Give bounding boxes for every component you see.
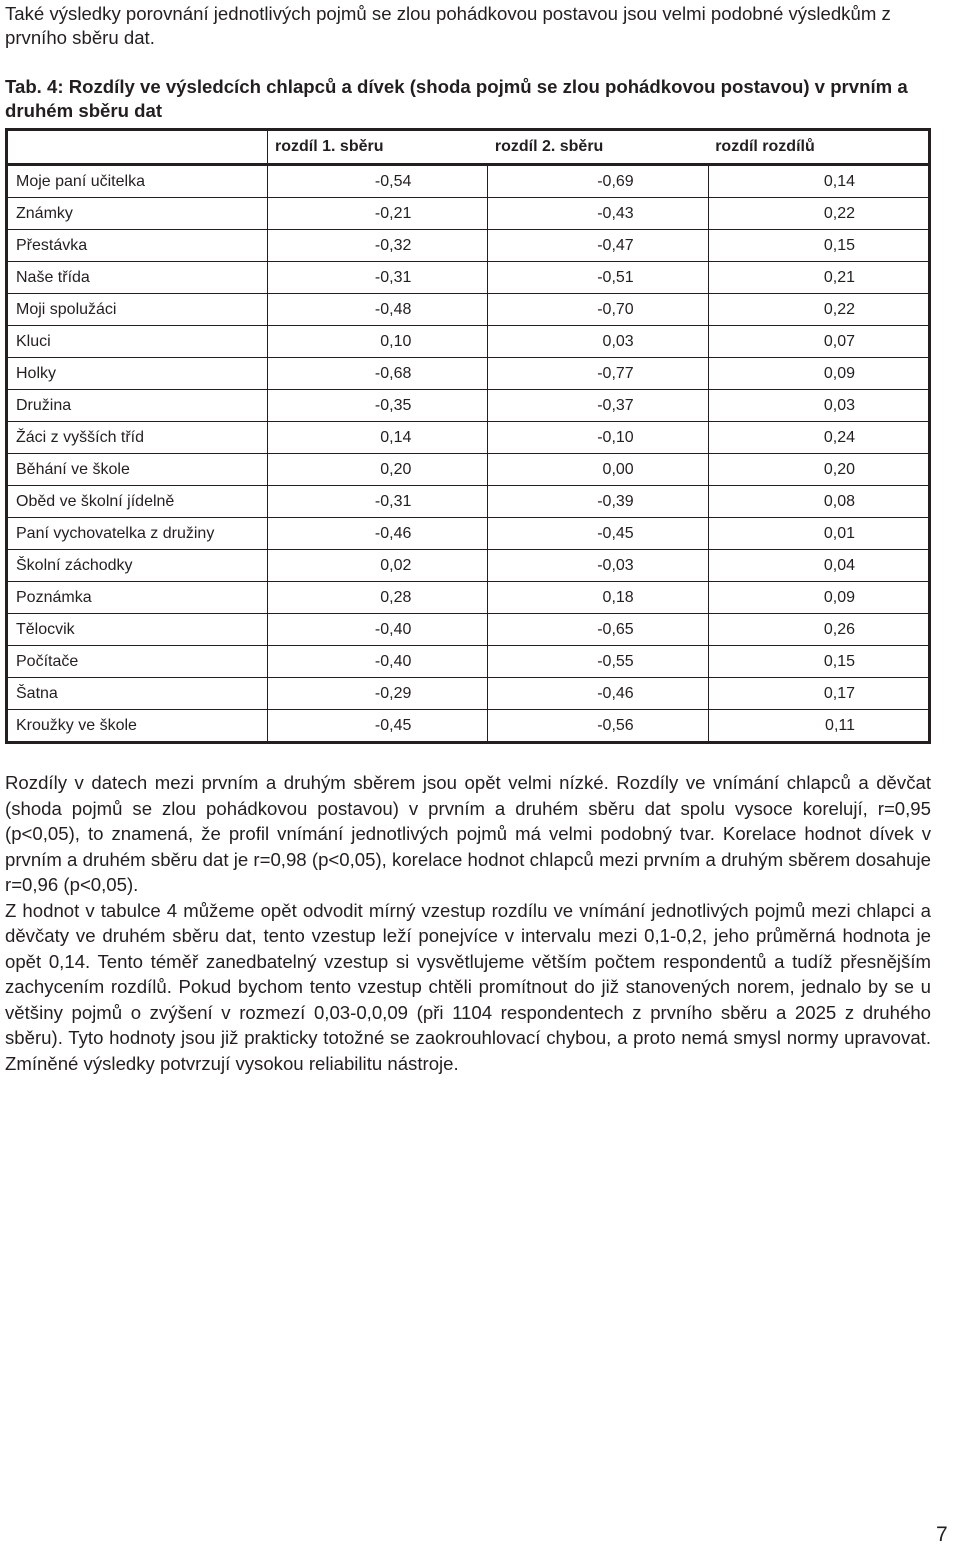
table-row xyxy=(7,710,930,743)
table-cell: -0,55 xyxy=(488,646,708,678)
table-cell: -0,70 xyxy=(488,294,708,326)
row-label: Moji spolužáci xyxy=(7,294,268,326)
table-row xyxy=(7,358,930,390)
row-label: Počítače xyxy=(7,646,268,678)
document-page xyxy=(5,0,931,1076)
table-cell: 0,14 xyxy=(823,172,855,190)
table-header-row xyxy=(7,130,930,165)
table-cell: -0,46 xyxy=(268,518,488,550)
table-cell: 0,03 xyxy=(488,326,708,358)
table-row xyxy=(7,326,930,358)
table-cell: 0,11 xyxy=(708,710,929,743)
row-label: Přestávka xyxy=(7,230,268,262)
row-label: Poznámka xyxy=(7,582,268,614)
results-table xyxy=(5,128,931,744)
table-cell: -0,37 xyxy=(488,390,708,422)
table-cell: 0,17 xyxy=(708,678,929,710)
table-cell: -0,31 xyxy=(268,486,488,518)
table-row xyxy=(7,294,930,326)
row-label: Tělocvik xyxy=(7,614,268,646)
table-cell: 0,07 xyxy=(708,326,929,358)
table-caption: Tab. 4: Rozdíly ve výsledcích chlapců a dívek (shoda pojmů se zlou pohádkovou postavou) v prvním a druhém sběru dat xyxy=(5,76,908,121)
table-cell: 0,03 xyxy=(708,390,929,422)
table-cell: -0,45 xyxy=(488,518,708,550)
table-cell: -0,03 xyxy=(488,550,708,582)
table-cell: -0,10 xyxy=(488,422,708,454)
table-cell: 0,04 xyxy=(708,550,929,582)
table-row xyxy=(7,582,930,614)
table-cell: 0,09 xyxy=(708,358,929,390)
table-cell: 0,21 xyxy=(708,262,929,294)
table-cell: 0,09 xyxy=(708,582,929,614)
table-header: rozdíl 2. sběru xyxy=(488,130,708,165)
row-label: Moje paní učitelka xyxy=(7,165,268,198)
table-cell: -0,77 xyxy=(488,358,708,390)
table-cell: -0,39 xyxy=(488,486,708,518)
table-row xyxy=(7,518,930,550)
table-cell: -0,40 xyxy=(268,646,488,678)
table-cell: 0,14 xyxy=(268,422,488,454)
row-label: Kroužky ve škole xyxy=(7,710,268,743)
table-header: rozdíl rozdílů xyxy=(708,130,929,165)
table-row xyxy=(7,262,930,294)
table-cell: -0,40 xyxy=(268,614,488,646)
table-row xyxy=(7,454,930,486)
table-cell: -0,29 xyxy=(268,678,488,710)
table-cell: -0,65 xyxy=(488,614,708,646)
table-cell: 0,15 xyxy=(708,646,929,678)
row-label: Oběd ve školní jídelně xyxy=(7,486,268,518)
table-cell: 0,24 xyxy=(708,422,929,454)
table-cell: 0,20 xyxy=(268,454,488,486)
table-cell: 0,15 xyxy=(708,230,929,262)
body-paragraph: Rozdíly v datech mezi prvním a druhým sběrem jsou opět velmi nízké. Rozdíly ve vnímání chlapců a děvčat (shoda pojmů se zlou pohádkovou postavou) v prvním a druhém sběru dat spolu vysoce korelují, r=0,95 (p<0,05), to znamená, že profil vnímání jednotlivých pojmů má velmi podobný tvar. Korelace hodnot dívek v prvním a druhém sběru dat je r=0,98 (p<0,05), korelace hodnot chlapců mezi prvním a druhým sběrem dosahuje r=0,96 (p<0,05). xyxy=(5,772,931,895)
row-label: Běhání ve škole xyxy=(7,454,268,486)
table-cell: -0,21 xyxy=(268,198,488,230)
table-cell: -0,46 xyxy=(488,678,708,710)
row-label: Známky xyxy=(7,198,268,230)
table-cell: 0,01 xyxy=(708,518,929,550)
table-row xyxy=(7,550,930,582)
table-header-blank xyxy=(7,130,268,165)
table-cell: -0,48 xyxy=(268,294,488,326)
table-cell: -0,35 xyxy=(268,390,488,422)
row-label: Holky xyxy=(7,358,268,390)
table-row xyxy=(7,678,930,710)
table-cell: -0,31 xyxy=(268,262,488,294)
table-body xyxy=(7,165,930,743)
table-cell: -0,68 xyxy=(268,358,488,390)
table-cell: 0,02 xyxy=(268,550,488,582)
table-cell: 0,10 xyxy=(268,326,488,358)
table-cell: -0,43 xyxy=(488,198,708,230)
table-row xyxy=(7,390,930,422)
row-label: Družina xyxy=(7,390,268,422)
table-cell: 0,20 xyxy=(708,454,929,486)
table-cell: 0,08 xyxy=(708,486,929,518)
table-row xyxy=(7,422,930,454)
table-cell: 0,22 xyxy=(708,198,929,230)
table-row xyxy=(7,486,930,518)
table-row xyxy=(7,165,930,198)
row-label: Kluci xyxy=(7,326,268,358)
table-cell: 0,00 xyxy=(488,454,708,486)
row-label: Naše třída xyxy=(7,262,268,294)
body-paragraph: Z hodnot v tabulce 4 můžeme opět odvodit mírný vzestup rozdílu ve vnímání jednotlivých pojmů mezi chlapci a děvčaty ve druhém sběru dat, tento vzestup leží ponejvíce v intervalu mezi 0,1-0,2, jeho průměrná hodnota je opět 0,14. Tento téměř zanedbatelný vzestup si vysvětlujeme větším počtem respondentů a tudíž přesnějším zachycením rozdílů. Pokud bychom tento vzestup chtěli promítnout do již stanovených norem, jednalo by se u většiny pojmů o zvýšení v rozmezí 0,03-0,0,09 (při 1104 respondentech z prvního sběru a 2025 z druhého sběru). Tyto hodnoty jsou již prakticky totožné se zaokrouhlovací chybou, a proto nemá smysl normy upravovat. Zmíněné výsledky potvrzují vysokou reliabilitu nástroje. xyxy=(5,899,931,1074)
table-row xyxy=(7,646,930,678)
table-row xyxy=(7,198,930,230)
table-cell: -0,54 xyxy=(268,165,488,198)
row-label: Školní záchodky xyxy=(7,550,268,582)
intro-paragraph: Také výsledky porovnání jednotlivých pojmů se zlou pohádkovou postavou jsou velmi podobné výsledkům z prvního sběru dat. xyxy=(5,3,891,48)
table-cell: 0,22 xyxy=(708,294,929,326)
table-cell: -0,45 xyxy=(268,710,488,743)
page-number: 7 xyxy=(936,1523,948,1546)
table-row xyxy=(7,614,930,646)
body-text xyxy=(5,770,931,1076)
table-cell: -0,69 xyxy=(488,165,708,198)
table-cell: -0,51 xyxy=(488,262,708,294)
table-cell: 0,18 xyxy=(488,582,708,614)
table-row xyxy=(7,230,930,262)
table-cell: 0,28 xyxy=(268,582,488,614)
table-cell: -0,32 xyxy=(268,230,488,262)
table-header: rozdíl 1. sběru xyxy=(268,130,488,165)
row-label: Žáci z vyšších tříd xyxy=(7,422,268,454)
row-label: Šatna xyxy=(7,678,268,710)
table-cell: -0,56 xyxy=(488,710,708,743)
table-cell: 0,26 xyxy=(708,614,929,646)
row-label: Paní vychovatelka z družiny xyxy=(7,518,268,550)
table-cell: -0,47 xyxy=(488,230,708,262)
